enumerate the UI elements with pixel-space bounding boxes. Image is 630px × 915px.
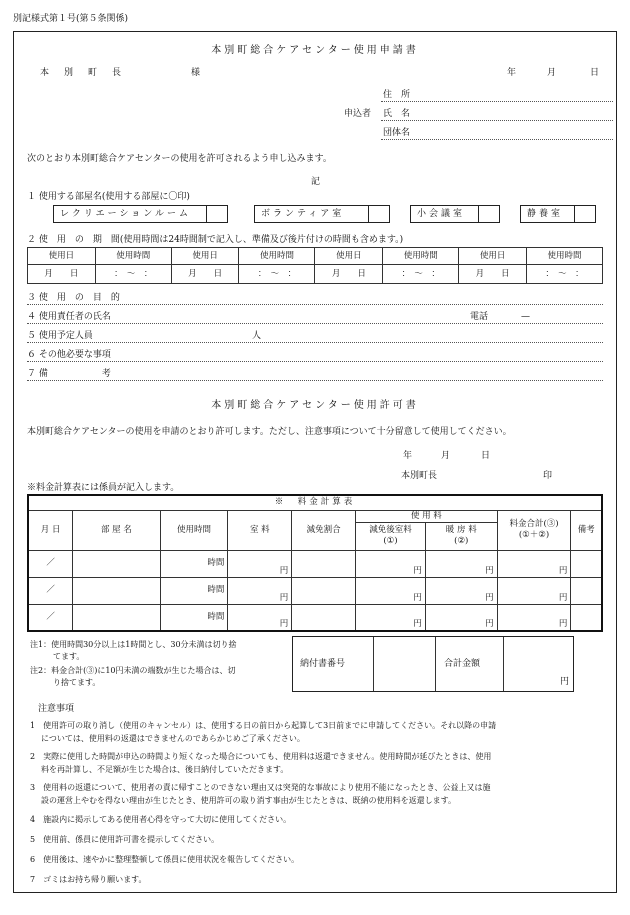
row-remarks[interactable] <box>571 550 602 577</box>
room-name: ボランティア室 <box>261 209 345 219</box>
date-day: 日 <box>590 68 600 78</box>
header-usage-fee: 使 用 料 <box>356 510 498 522</box>
permit-month: 月 <box>441 451 451 461</box>
row-total[interactable]: 円 <box>497 550 571 577</box>
date-month: 月 <box>547 68 557 78</box>
table-row <box>28 550 602 577</box>
caution-text: 使用許可の取り消し（使用のキャンセル）は、使用する日の前日から起算して3日前までに申請してください。それ以降の申請 <box>43 721 497 730</box>
row-room-fee[interactable]: 円 <box>228 550 292 577</box>
caution-text: 施設内に掲示してある使用者心得を守って大切に使用してください。 <box>43 815 292 824</box>
header-total-formula: (①＋②) <box>518 530 550 540</box>
room-mark-box[interactable] <box>368 206 389 222</box>
header-remarks: 備考 <box>571 510 602 550</box>
phone-dash: — <box>521 312 530 322</box>
permit-day: 日 <box>481 451 491 461</box>
note-1-cont: てます。 <box>53 652 85 661</box>
period-time-cell[interactable]: ： 〜 ： <box>383 265 459 284</box>
item5-label: ５ 使用予定人員 <box>27 331 93 341</box>
row-hours[interactable]: 時間 <box>160 577 228 604</box>
header-time: 使用時間 <box>160 510 228 550</box>
period-header: 使用時間 <box>95 248 171 265</box>
period-header: 使用時間 <box>239 248 315 265</box>
period-date-cell[interactable]: 月 日 <box>459 265 527 284</box>
header-room-fee: 室 料 <box>228 510 292 550</box>
phone-label: 電話 <box>470 312 489 322</box>
item3-label: ３ 使 用 の 目 的 <box>27 293 120 303</box>
note-text: 使用時間30分以上は1時間とし、30分未満は切り捨 <box>51 640 237 649</box>
period-date-cell[interactable]: 月 日 <box>315 265 383 284</box>
header-after-reduction <box>356 522 426 550</box>
row-heating[interactable]: 円 <box>425 577 497 604</box>
room-mark-box[interactable] <box>206 206 227 222</box>
room-option-recreation[interactable] <box>53 205 228 223</box>
row-hours[interactable]: 時間 <box>160 550 228 577</box>
caution-number: 2 <box>30 752 36 761</box>
row-slash[interactable]: ／ <box>28 604 73 631</box>
row-slash[interactable]: ／ <box>28 550 73 577</box>
caution-2-cont: 料を再計算し、不足額が生じた場合は、後日納付していただきます。 <box>41 765 289 774</box>
row-remarks[interactable] <box>571 577 602 604</box>
name-label: 氏 名 <box>383 109 411 119</box>
caution-text: 使用料の返還について、使用者の責に帰すことのできない理由又は突発的な事故により使用不能になったとき、公益上又は施 <box>43 783 491 792</box>
row-slash[interactable]: ／ <box>28 577 73 604</box>
caution-3-cont: 設の運営上やむを得ない理由が生じたとき、使用許可の取り消す事由が生じたときは、既納の使用料を返還します。 <box>41 796 457 805</box>
row-total[interactable]: 円 <box>497 604 571 631</box>
intro-text: 次のとおり本別町総合ケアセンターの使用を許可されるよう申し込みます。 <box>27 154 332 164</box>
room-option-volunteer[interactable] <box>254 205 390 223</box>
caution-3 <box>30 783 490 793</box>
table-row <box>28 577 602 604</box>
row-room[interactable] <box>73 577 160 604</box>
row-reduction[interactable] <box>292 550 356 577</box>
caution-text: ゴミはお持ち帰り願います。 <box>43 875 147 884</box>
permit-title: 本別町総合ケアセンター使用許可書 <box>211 400 419 411</box>
row-remarks[interactable] <box>571 604 602 631</box>
period-date-cell[interactable]: 月 日 <box>28 265 96 284</box>
room-name: レクリエーションルーム <box>60 209 192 219</box>
applicant-label: 申込者 <box>344 109 372 119</box>
header-total-label: 料金合計(③) <box>509 519 559 530</box>
item6-label: ６ その他必要な事項 <box>27 350 111 360</box>
row-heating[interactable]: 円 <box>425 604 497 631</box>
addressee: 本 別 町 長 <box>40 68 125 78</box>
permit-mayor: 本別町長 <box>401 471 438 481</box>
header-heating-label: 暖 房 料 <box>445 525 477 536</box>
permit-year: 年 <box>403 451 413 461</box>
room-mark-box[interactable] <box>574 206 595 222</box>
header-after-reduction-label: 減免後室料 <box>369 525 412 536</box>
people-unit: 人 <box>252 331 262 341</box>
caution-text: 使用後は、速やかに整理整頓して係員に使用状況を報告してください。 <box>43 855 300 864</box>
period-header: 使用時間 <box>383 248 459 265</box>
period-header: 使用日 <box>315 248 383 265</box>
address-label: 住 所 <box>383 90 411 100</box>
caution-6 <box>30 855 299 865</box>
payment-number-field[interactable] <box>373 637 436 691</box>
item7-label: ７ 備 考 <box>27 369 111 379</box>
row-room-fee[interactable]: 円 <box>228 577 292 604</box>
caution-number: 4 <box>30 815 36 824</box>
payment-number-label-cell <box>293 637 374 691</box>
room-option-meeting[interactable] <box>410 205 500 223</box>
note-1 <box>30 640 237 650</box>
fee-note: ※料金計算表には係員が記入します。 <box>27 483 180 493</box>
header-reduction: 減免割合 <box>292 510 356 550</box>
period-time-cell[interactable]: ： 〜 ： <box>95 265 171 284</box>
total-yen: 円 <box>559 677 569 687</box>
honorific: 様 <box>191 68 201 78</box>
header-date: 月 日 <box>28 510 73 550</box>
payment-number-label: 納付書番号 <box>300 659 346 669</box>
caution-number: 6 <box>30 855 36 864</box>
caution-number: 7 <box>30 875 36 884</box>
room-mark-box[interactable] <box>478 206 499 222</box>
caution-number: 5 <box>30 835 36 844</box>
note-text: 料金合計(③)に10円未満の端数が生じた場合は、切 <box>51 666 236 675</box>
payment-box <box>292 636 574 692</box>
period-header: 使用時間 <box>526 248 602 265</box>
seal-mark: 印 <box>543 471 553 481</box>
caution-text: 使用前、係員に使用許可書を提示してください。 <box>43 835 220 844</box>
period-date-cell[interactable]: 月 日 <box>171 265 239 284</box>
header-room: 部 屋 名 <box>73 510 160 550</box>
total-amount-label-cell <box>435 637 504 691</box>
row-after-reduction[interactable]: 円 <box>356 577 426 604</box>
date-year: 年 <box>507 68 517 78</box>
permit-body: 本別町総合ケアセンターの使用を申請のとおり許可します。ただし、注意事項について十分留意して使用してください。 <box>27 427 512 437</box>
period-table <box>27 247 603 284</box>
period-time-cell[interactable]: ： 〜 ： <box>526 265 602 284</box>
row-hours[interactable]: 時間 <box>160 604 228 631</box>
caution-1 <box>30 721 496 731</box>
row-room-fee[interactable]: 円 <box>228 604 292 631</box>
period-header: 使用日 <box>171 248 239 265</box>
row-reduction[interactable] <box>292 604 356 631</box>
caution-2 <box>30 752 491 762</box>
group-label: 団体名 <box>383 128 411 138</box>
cautions-heading: 注意事項 <box>38 704 75 714</box>
item4-label: ４ 使用責任者の氏名 <box>27 312 111 322</box>
caution-number: 3 <box>30 783 36 792</box>
ki-mark: 記 <box>311 177 321 187</box>
row-room[interactable] <box>73 550 160 577</box>
period-header: 使用日 <box>459 248 527 265</box>
application-title: 本別町総合ケアセンター使用申請書 <box>211 45 419 56</box>
note-label: 注2： <box>30 666 52 675</box>
caution-7 <box>30 875 146 885</box>
form-number: 別記様式第１号(第５条関係) <box>13 14 129 24</box>
period-header: 使用日 <box>28 248 96 265</box>
row-total[interactable]: 円 <box>497 577 571 604</box>
fee-table-title: ※ 料金計算表 <box>28 495 602 510</box>
row-after-reduction[interactable]: 円 <box>356 604 426 631</box>
header-total <box>497 510 571 550</box>
item2-label: ２ 使 用 の 期 間(使用時間は24時間制で記入し、準備及び後片付けの時間も含めます。) <box>27 235 404 245</box>
row-reduction[interactable] <box>292 577 356 604</box>
total-amount-field[interactable] <box>503 637 573 691</box>
caution-4 <box>30 815 291 825</box>
header-heating <box>425 522 497 550</box>
caution-1-cont: については、使用料の返還はできませんのであらかじめご了承ください。 <box>41 734 305 743</box>
header-heating-num: (②) <box>454 536 469 546</box>
fee-table <box>27 494 603 632</box>
room-option-rest[interactable] <box>520 205 596 223</box>
caution-5 <box>30 835 219 845</box>
caution-text: 実際に使用した時間が申込の時間より短くなった場合についても、使用料は返還できません。使用時間が延びたときは、使用 <box>43 752 492 761</box>
header-after-reduction-num: (①) <box>383 536 398 546</box>
row-heating[interactable]: 円 <box>425 550 497 577</box>
room-name: 静養室 <box>527 209 564 219</box>
room-name: 小会議室 <box>417 209 466 219</box>
caution-number: 1 <box>30 721 36 730</box>
table-row <box>28 604 602 631</box>
period-time-cell[interactable]: ： 〜 ： <box>239 265 315 284</box>
note-2 <box>30 666 236 676</box>
row-room[interactable] <box>73 604 160 631</box>
note-label: 注1： <box>30 640 52 649</box>
row-after-reduction[interactable]: 円 <box>356 550 426 577</box>
note-2-cont: り捨てます。 <box>53 678 101 687</box>
total-amount-label: 合計金額 <box>444 659 481 669</box>
item1-label: １ 使用する部屋名(使用する部屋に〇印) <box>27 192 190 202</box>
